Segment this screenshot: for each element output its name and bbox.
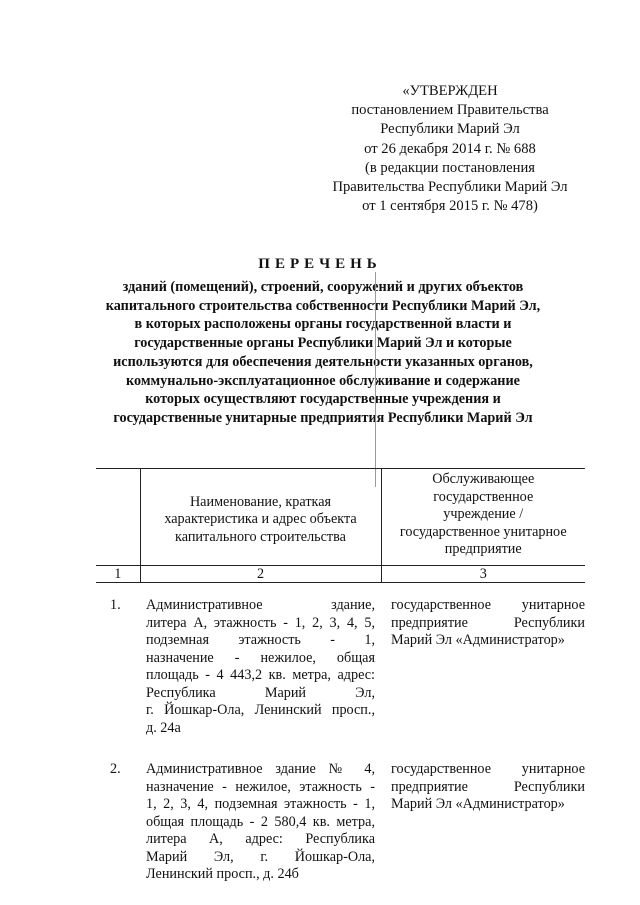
approval-line: Республики Марий Эл: [380, 121, 520, 138]
object-description: Административное здание, литера А, этажность - 1, 2, 3, 4, 5, подземная этажность - 1, назначение - нежилое, общая площадь - 4 443,2 кв. метра, адрес: Республика Марий Эл, г. Йошкар-Ола, Ленинский просп., д. 24а: [146, 597, 375, 736]
row-spacer: [96, 737, 585, 747]
subtitle-line: государственные органы Республики Марий Эл и которые: [134, 335, 512, 352]
column-number-row: [96, 566, 585, 583]
subtitle-line: используются для обеспечения деятельности указанных органов,: [113, 353, 533, 370]
objects-table: [96, 468, 585, 884]
approval-line: (в редакции постановления: [365, 159, 535, 176]
subtitle-line: в которых расположены органы государственной власти и: [134, 316, 512, 333]
subtitle-line: коммунально-эксплуатационное обслуживание и содержание: [126, 372, 520, 389]
approval-line: «УТВЕРЖДЕН: [402, 83, 498, 99]
column-number: 1: [96, 566, 140, 583]
object-description: Административное здание № 4, назначение - нежилое, этажность - 1, 2, 3, 4, подземная этажность - 1, общая площадь - 2 580,4 кв. метра, литера А, адрес: Республика Марий Эл, г. Йошкар-Ола, Ленинский просп., д. 24б: [146, 761, 375, 882]
subtitle-line: зданий (помещений), строений, сооружений и других объектов: [122, 279, 524, 295]
subtitle-line: государственные унитарные предприятия Республики Марий Эл: [113, 409, 533, 426]
row-number: 1.: [110, 597, 121, 613]
table-row: [96, 747, 585, 884]
column-number: 3: [381, 566, 585, 583]
table-header-row: [96, 469, 585, 566]
service-organization: государственное унитарное предприятие Республики Марий Эл «Администратор»: [391, 761, 585, 812]
approval-block: [312, 82, 588, 216]
service-organization: государственное унитарное предприятие Республики Марий Эл «Администратор»: [391, 597, 585, 648]
header-cell-object: Наименование, краткая характеристика и адрес объекта капитального строительства: [140, 469, 381, 566]
header-cell-number: [96, 469, 140, 566]
approval-line: Правительства Республики Марий Эл: [332, 179, 568, 196]
scan-fold-line: [375, 272, 376, 487]
header-cell-service: Обслуживающее государственное учреждение / государственное унитарное предприятие: [381, 469, 585, 566]
document-title: ПЕРЕЧЕНЬ: [258, 256, 382, 272]
approval-line: постановлением Правительства: [351, 102, 549, 119]
subtitle-line: капитального строительства собственности Республики Марий Эл,: [105, 297, 541, 314]
approval-line: от 26 декабря 2014 г. № 688: [364, 140, 536, 157]
approval-line: от 1 сентября 2015 г. № 478): [362, 198, 538, 215]
table-row: [96, 583, 585, 738]
subtitle-line: которых осуществляют государственные учреждения и: [145, 391, 501, 408]
document-subtitle: [88, 278, 558, 428]
row-number: 2.: [110, 761, 121, 777]
column-number: 2: [140, 566, 381, 583]
